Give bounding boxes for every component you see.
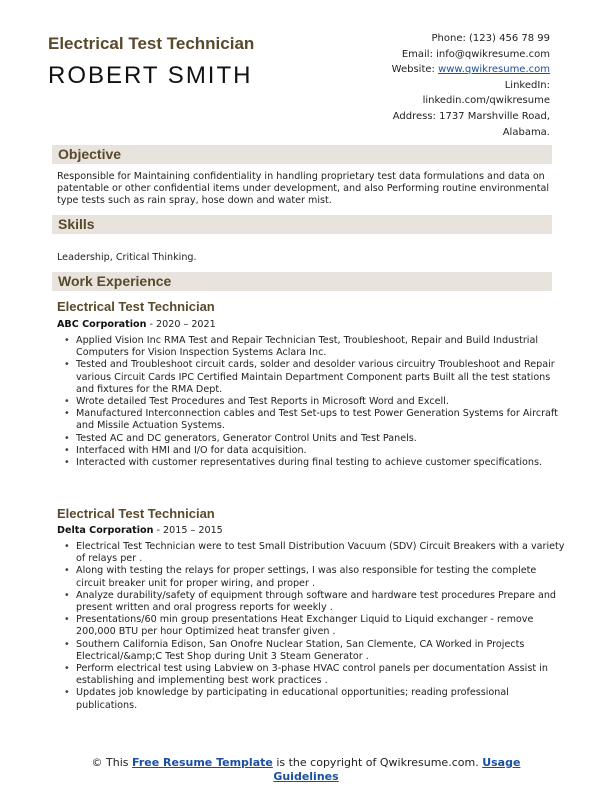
experience-heading-text: Work Experience <box>58 273 172 289</box>
contact-website <box>330 62 550 78</box>
skills-heading-text: Skills <box>58 216 95 232</box>
contact-address-line2: Alabama. <box>502 126 550 138</box>
job-1-company: ABC Corporation <box>57 319 147 330</box>
resume-header <box>0 0 612 138</box>
duty-item: • Along with testing the relays for proper settings, I was also responsible for testing the complete circuit breaker unit for proper wiring, and proper . <box>76 565 566 589</box>
footer-prefix: © This <box>91 756 133 769</box>
duty-item: • Presentations/60 min group presentations Heat Exchanger Liquid to Liquid exchanger - remove 200,000 BTU per hour Optimized heat transfer given . <box>76 614 566 638</box>
footer-middle: is the copyright of Qwikresume.com. <box>272 756 483 769</box>
job-2-company: Delta Corporation <box>57 525 154 536</box>
skills-text: Leadership, Critical Thinking. <box>57 252 197 263</box>
duty-item: • Tested and Troubleshoot circuit cards, solder and desolder various circuitry Troubleshoot and Repair various Circuit Cards IPC Certified Maintain Department Component parts Built all the test stations and fixtures for the RMA Dept. <box>76 359 566 396</box>
duty-item: • Interfaced with HMI and I/O for data acquisition. <box>76 445 566 457</box>
footer <box>0 756 612 784</box>
duty-item: • Wrote detailed Test Procedures and Test Reports in Microsoft Word and Excell. <box>76 396 566 408</box>
job-1-duties <box>62 335 566 469</box>
objective-section-heading <box>52 145 552 164</box>
duty-item: • Electrical Test Technician were to test Small Distribution Vacuum (SDV) Circuit Breakers with a variety of relays per . <box>76 541 566 565</box>
job-2-company-line <box>57 525 223 536</box>
skills-section-heading <box>52 215 552 234</box>
usage-link-part1[interactable]: Usage <box>482 756 521 769</box>
duty-item: • Southern California Edison, San Onofre Nuclear Station, San Clemente, CA Worked in Projects Electrical/&amp;C Test Shop during Unit 3 Steam Generator . <box>76 639 566 663</box>
website-link[interactable]: www.qwikresume.com <box>438 64 550 76</box>
contact-block <box>330 31 550 140</box>
contact-phone: Phone: (123) 456 78 99 <box>431 33 550 44</box>
free-resume-template-link[interactable]: Free Resume Template <box>132 756 273 769</box>
contact-linkedin-value: linkedin.com/qwikresume <box>422 95 550 107</box>
objective-heading-text: Objective <box>58 146 122 162</box>
job-1-dates: - 2020 – 2021 <box>146 319 216 330</box>
job-2-dates: - 2015 – 2015 <box>153 525 223 536</box>
duty-item: • Tested AC and DC generators, Generator Control Units and Test Panels. <box>76 433 566 445</box>
duty-item: • Manufactured Interconnection cables and Test Set-ups to test Power Generation Systems for Aircraft and Missile Actuation Systems. <box>76 408 566 432</box>
contact-address-line1: Address: 1737 Marshville Road, <box>392 110 550 122</box>
duty-item: • Updates job knowledge by participating in educational opportunities; reading professional publications. <box>76 687 566 711</box>
duty-item: • Interacted with customer representatives during final testing to achieve customer specifications. <box>76 457 566 469</box>
objective-text: Responsible for Maintaining confidentiality in handling proprietary test data formulations and data on patentable or other confidential items under development, and also Performing routine environmental type tests such as rain spray, hose down and water mist. <box>57 171 550 207</box>
job-2-duties <box>62 541 566 712</box>
duty-item: • Perform electrical test using Labview on 3-phase HVAC control panels per documentation Assist in establishing and implementing best work practices . <box>76 663 566 687</box>
duty-item: • Applied Vision Inc RMA Test and Repair Technician Test, Troubleshoot, Repair and Build Industrial Computers for Vision Inspection Systems Aclara Inc. <box>76 335 566 359</box>
job-1-company-line <box>57 319 216 330</box>
website-label: Website: <box>391 64 439 76</box>
job-1-title: Electrical Test Technician <box>57 299 215 314</box>
job-2-title: Electrical Test Technician <box>57 506 215 521</box>
usage-link-part2[interactable]: Guidelines <box>273 770 339 783</box>
duty-item: • Analyze durability/safety of equipment through software and hardware test procedures Prepare and present written and oral progress reports for weekly . <box>76 590 566 614</box>
job-title: Electrical Test Technician <box>48 34 255 53</box>
contact-linkedin-label: LinkedIn: <box>504 79 550 91</box>
candidate-name: ROBERT SMITH <box>48 62 253 89</box>
experience-section-heading <box>52 272 552 291</box>
contact-email: Email: info@qwikresume.com <box>401 48 550 60</box>
